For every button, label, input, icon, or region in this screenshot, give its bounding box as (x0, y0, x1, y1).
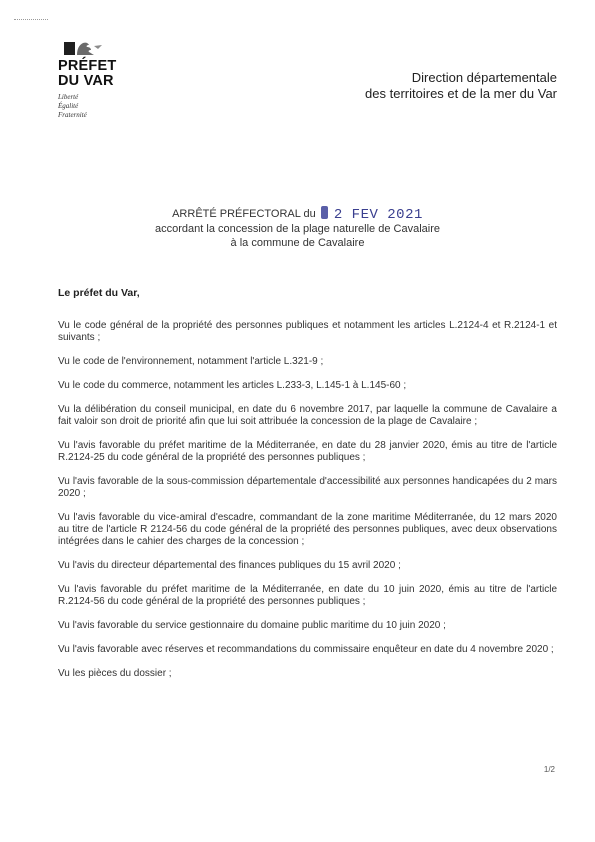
decree-body (58, 320, 557, 692)
page-number: 1/2 (543, 765, 555, 774)
direction-line-2: des territoires et de la mer du Var (365, 86, 557, 101)
salutation: Le préfet du Var, (58, 287, 140, 299)
visa-paragraph: Vu l'avis favorable du préfet maritime de la Méditerranée, en date du 10 juin 2020, émis au titre de l'article R.2124-56 du code général de la propriété des personnes publiques ; (58, 584, 557, 607)
title-line-2: accordant la concession de la plage naturelle de Cavalaire (155, 223, 440, 235)
visa-paragraph: Vu le code de l'environnement, notamment l'article L.321-9 ; (58, 356, 324, 367)
stamp-mark-icon (321, 206, 328, 219)
visa-paragraph: Vu l'avis favorable de la sous-commission départementale d'accessibilité aux personnes handicapées du 2 mars 2020 ; (58, 476, 557, 499)
motto-liberte: Liberté (58, 93, 79, 101)
motto-fraternite: Fraternité (58, 111, 87, 119)
title-line-3: à la commune de Cavalaire (230, 237, 365, 249)
visa-paragraph: Vu l'avis favorable du service gestionnaire du domaine public maritime du 10 juin 2020 ; (58, 620, 446, 631)
visa-paragraph: Vu la délibération du conseil municipal, en date du 6 novembre 2017, par laquelle la commune de Cavalaire a fait valoir son droit de priorité afin que lui soit attribuée la concession de la plage de Cavalaire ; (58, 404, 557, 427)
decree-title (0, 206, 595, 250)
direction-line-1: Direction départementale (411, 70, 557, 85)
title-line-1 (172, 206, 423, 222)
motto-egalite: Égalité (58, 102, 79, 110)
prefecture-logo (58, 40, 128, 120)
motto (58, 93, 128, 120)
date-stamp: 2 FEV 2021 (333, 207, 423, 223)
prefet-line-2: DU VAR (58, 73, 114, 89)
scan-artifact (14, 19, 48, 22)
marianne-logo-icon (58, 40, 102, 56)
visa-paragraph: Vu l'avis favorable avec réserves et recommandations du commissaire enquêteur en date du 4 novembre 2020 ; (58, 644, 554, 655)
direction-header (365, 70, 557, 102)
visa-paragraph: Vu l'avis du directeur départemental des finances publiques du 15 avril 2020 ; (58, 560, 401, 571)
title-prefix: ARRÊTÉ PRÉFECTORAL du (172, 208, 316, 220)
visa-paragraph: Vu l'avis favorable du préfet maritime de la Méditerranée, en date du 28 janvier 2020, émis au titre de l'article R.2124-25 du code général de la propriété des personnes publiques ; (58, 440, 557, 463)
prefet-line-1: PRÉFET (58, 58, 117, 74)
visa-paragraph: Vu les pièces du dossier ; (58, 668, 172, 679)
visa-paragraph: Vu le code du commerce, notamment les articles L.233-3, L.145-1 à L.145-60 ; (58, 380, 407, 391)
visa-paragraph: Vu l'avis favorable du vice-amiral d'escadre, commandant de la zone maritime Méditerranée, du 12 mars 2020 au titre de l'article R 2124-56 du code général de la propriété des personnes publiques, avec deux observations intégrées dans le cahier des charges de la concession ; (58, 512, 557, 547)
visa-paragraph: Vu le code général de la propriété des personnes publiques et notamment les articles L.2124-4 et R.2124-1 et suivants ; (58, 320, 557, 343)
